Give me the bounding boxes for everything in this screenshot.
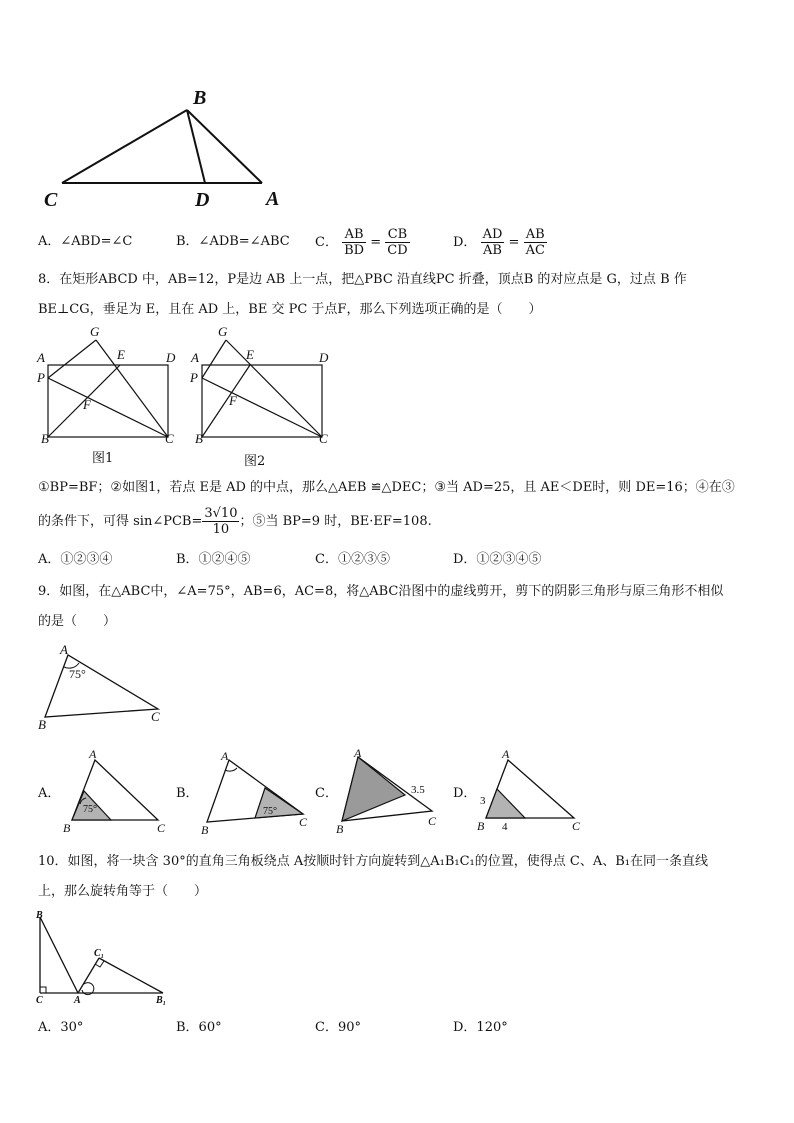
svg-text:F: F [229, 393, 237, 408]
svg-text:75°: 75° [263, 806, 277, 817]
svg-text:B₁: B₁ [156, 995, 167, 1006]
q9-stem-line-2: 的是（ ） [38, 614, 117, 629]
q9-stem-line-1: 9．如图，在△ABC中，∠A=75°，AB=6，AC=8，将△ABC沿图中的虚线剪开，剪下的阴影三角形与原三角形不相似 [38, 584, 724, 599]
q8-statements-line-2 [38, 504, 432, 540]
svg-text:C: C [428, 814, 437, 828]
q10-stem-line-2: 上，那么旋转角等于（ ） [38, 884, 208, 899]
svg-text:B: B [201, 823, 209, 837]
q7-option-c-fraction-2: $\frac{CB}{CD}$ [387, 227, 408, 258]
svg-text:C: C [151, 709, 160, 724]
svg-text:A: A [502, 747, 510, 761]
svg-text:75°: 75° [69, 667, 86, 681]
q9-option-d[interactable]: D． [453, 786, 477, 801]
q9-option-d-figure[interactable] [470, 748, 590, 838]
svg-text:B: B [336, 822, 344, 836]
svg-text:D: D [319, 350, 329, 365]
q7-side-ba [187, 110, 262, 183]
svg-text:B: B [195, 431, 203, 446]
q7-option-d-label: D． [453, 235, 477, 250]
q9-option-b-figure[interactable] [195, 748, 315, 838]
q8-figure-2-caption: 图2 [244, 454, 266, 469]
q10-stem-line-1: 10．如图，将一块含 30°的直角三角板绕点 A按顺时针方向旋转到△A₁B₁C₁的位置，使得点 C、A、B₁在同一条直线 [38, 854, 708, 869]
q8-statement-sin-prefix: 的条件下，可得 sin∠PCB= [38, 514, 203, 529]
q9-option-c-figure[interactable] [330, 745, 450, 835]
q7-label-b: B [193, 87, 207, 109]
q7-label-a: A [266, 188, 280, 210]
svg-text:A: A [37, 350, 45, 365]
q9-option-b[interactable]: B． [176, 786, 199, 801]
q8-statements-line-1: ①BP=BF；②如图1，若点 E是 AD 的中点，那么△AEB ≌△DEC；③当 AD=25，且 AE＜DE时，则 DE=16；④在③ [38, 480, 735, 495]
q10-option-a[interactable]: A．30° [38, 1020, 84, 1035]
q9-option-a[interactable]: A． [38, 786, 61, 801]
q7-option-a[interactable]: A．∠ABD=∠C [38, 234, 133, 249]
q8-option-b[interactable]: B．①②④⑤ [176, 552, 251, 567]
svg-text:A: A [354, 746, 362, 760]
q7-triangle-figure [0, 0, 794, 220]
svg-text:3.5: 3.5 [411, 784, 425, 796]
q7-option-c-label: C． [315, 235, 338, 250]
q8-option-a[interactable]: A．①②③④ [38, 552, 113, 567]
svg-text:B: B [41, 431, 49, 446]
q7-label-c: C [44, 189, 58, 211]
svg-text:A: A [221, 749, 229, 763]
svg-text:P: P [37, 370, 45, 385]
q7-option-b[interactable]: B．∠ADB=∠ABC [176, 234, 290, 249]
svg-text:B: B [63, 821, 71, 835]
svg-text:F: F [83, 397, 91, 412]
q7-option-d[interactable] [453, 225, 547, 261]
q10-figure [0, 905, 200, 1015]
svg-text:C: C [319, 431, 328, 446]
q9-option-c[interactable]: C． [315, 786, 338, 801]
svg-text:C: C [36, 995, 43, 1006]
svg-text:3: 3 [480, 795, 486, 807]
svg-text:B: B [477, 819, 485, 833]
q7-option-c[interactable] [315, 225, 410, 261]
q10-option-c[interactable]: C．90° [315, 1020, 361, 1035]
svg-text:B: B [38, 717, 46, 732]
svg-text:C: C [165, 431, 174, 446]
svg-text:P: P [190, 370, 198, 385]
q8-figure-2 [150, 320, 350, 450]
q7-segment-bd [187, 110, 205, 183]
svg-text:A: A [74, 995, 81, 1006]
svg-text:G: G [90, 324, 100, 339]
q8-option-d[interactable]: D．①②③④⑤ [453, 552, 542, 567]
q10-option-d[interactable]: D．120° [453, 1020, 508, 1035]
svg-text:E: E [117, 347, 125, 362]
q7-option-d-fraction-1: $\frac{AD}{AB}$ [482, 227, 503, 258]
q10-option-b[interactable]: B．60° [176, 1020, 222, 1035]
q8-stem-line-1: 8．在矩形ABCD 中，AB=12，P是边 AB 上一点，把△PBC 沿直线PC 折叠，顶点B 的对应点是 G，过点 B 作 [38, 272, 687, 287]
q9-main-triangle [0, 640, 200, 740]
q7-option-d-equals: = [508, 235, 520, 250]
svg-text:75°: 75° [83, 804, 97, 815]
svg-text:A: A [89, 747, 97, 761]
q8-figure-1-caption: 图1 [92, 451, 114, 466]
svg-text:C: C [157, 821, 166, 835]
q7-option-c-fraction-1: $\frac{AB}{BD}$ [344, 227, 365, 258]
svg-text:E: E [246, 347, 254, 362]
q7-option-d-fraction-2: $\frac{AB}{AC}$ [525, 227, 545, 258]
q8-statement-suffix: ；⑤当 BP=9 时，BE·EF=108. [239, 514, 432, 529]
svg-text:C: C [572, 819, 581, 833]
svg-text:B: B [36, 910, 43, 921]
q7-side-cb [62, 110, 187, 183]
svg-text:4: 4 [502, 821, 508, 833]
q7-label-d: D [195, 189, 210, 211]
svg-text:C: C [299, 815, 308, 829]
q9-option-a-figure[interactable] [55, 748, 175, 838]
svg-text:C₁: C₁ [94, 948, 105, 959]
svg-text:G: G [218, 324, 228, 339]
q8-sin-fraction: $\frac{3√10}{10}$ [204, 506, 238, 537]
svg-text:D: D [166, 350, 176, 365]
svg-text:A: A [60, 642, 68, 657]
q7-option-c-equals: = [370, 235, 382, 250]
svg-text:A: A [191, 350, 199, 365]
q8-stem-line-2: BE⊥CG，垂足为 E，且在 AD 上，BE 交 PC 于点F，那么下列选项正确的是（ ） [38, 302, 542, 317]
q8-option-c[interactable]: C．①②③⑤ [315, 552, 390, 567]
